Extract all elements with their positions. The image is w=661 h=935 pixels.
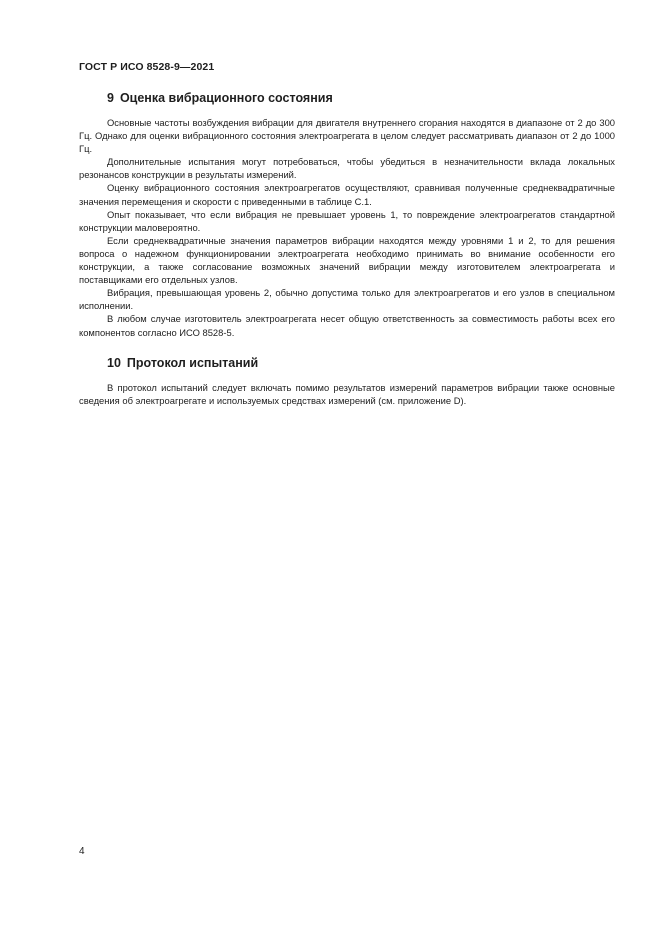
page-number: 4: [79, 846, 85, 857]
paragraph: В любом случае изготовитель электроагрегата несет общую ответственность за совместимость работы всех его компонентов согласно ИСО 8528-5.: [79, 313, 615, 338]
paragraph: Вибрация, превышающая уровень 2, обычно допустима только для электроагрегатов и его узлов в специальном исполнении.: [79, 287, 615, 312]
section-9: [79, 90, 615, 339]
section-title: Оценка вибрационного состояния: [119, 91, 333, 105]
paragraph: Основные частоты возбуждения вибрации для двигателя внутреннего сгорания находятся в диапазоне от 2 до 300 Гц. Однако для оценки вибрационного состояния электроагрегата в целом следует рассматривать диапазон от 2 до 1000 Гц.: [79, 117, 615, 155]
section-10: [79, 355, 615, 407]
section-heading: [79, 90, 615, 106]
paragraph: Если среднеквадратичные значения параметров вибрации находятся между уровнями 1 и 2, то для решения вопроса о надежном функционировании электроагрегата необходимо принимать во внимание особенности его конструкции, а также согласование возможных значений вибрации между изготовителем электроагрегата и поставщиками его отдельных узлов.: [79, 234, 615, 286]
section-number: 9: [107, 91, 114, 105]
page-content: [79, 90, 615, 407]
paragraph: Опыт показывает, что если вибрация не превышает уровень 1, то повреждение электроагрегатов стандартной конструкции маловероятно.: [79, 208, 615, 233]
section-title: Протокол испытаний: [126, 355, 259, 370]
section-heading: [79, 355, 615, 371]
document-header: ГОСТ Р ИСО 8528-9—2021: [79, 61, 215, 73]
paragraph: Дополнительные испытания могут потребоваться, чтобы убедиться в незначительности вклада локальных резонансов конструкции в результаты измерений.: [79, 156, 615, 181]
section-number: 10: [107, 355, 121, 370]
paragraph: Оценку вибрационного состояния электроагрегатов осуществляют, сравнивая полученные среднеквадратичные значения перемещения и скорости с приведенными в таблице С.1.: [79, 182, 615, 207]
paragraph: В протокол испытаний следует включать помимо результатов измерений параметров вибрации также основные сведения об электроагрегате и используемых средствах измерений (см. приложение D).: [79, 381, 615, 406]
